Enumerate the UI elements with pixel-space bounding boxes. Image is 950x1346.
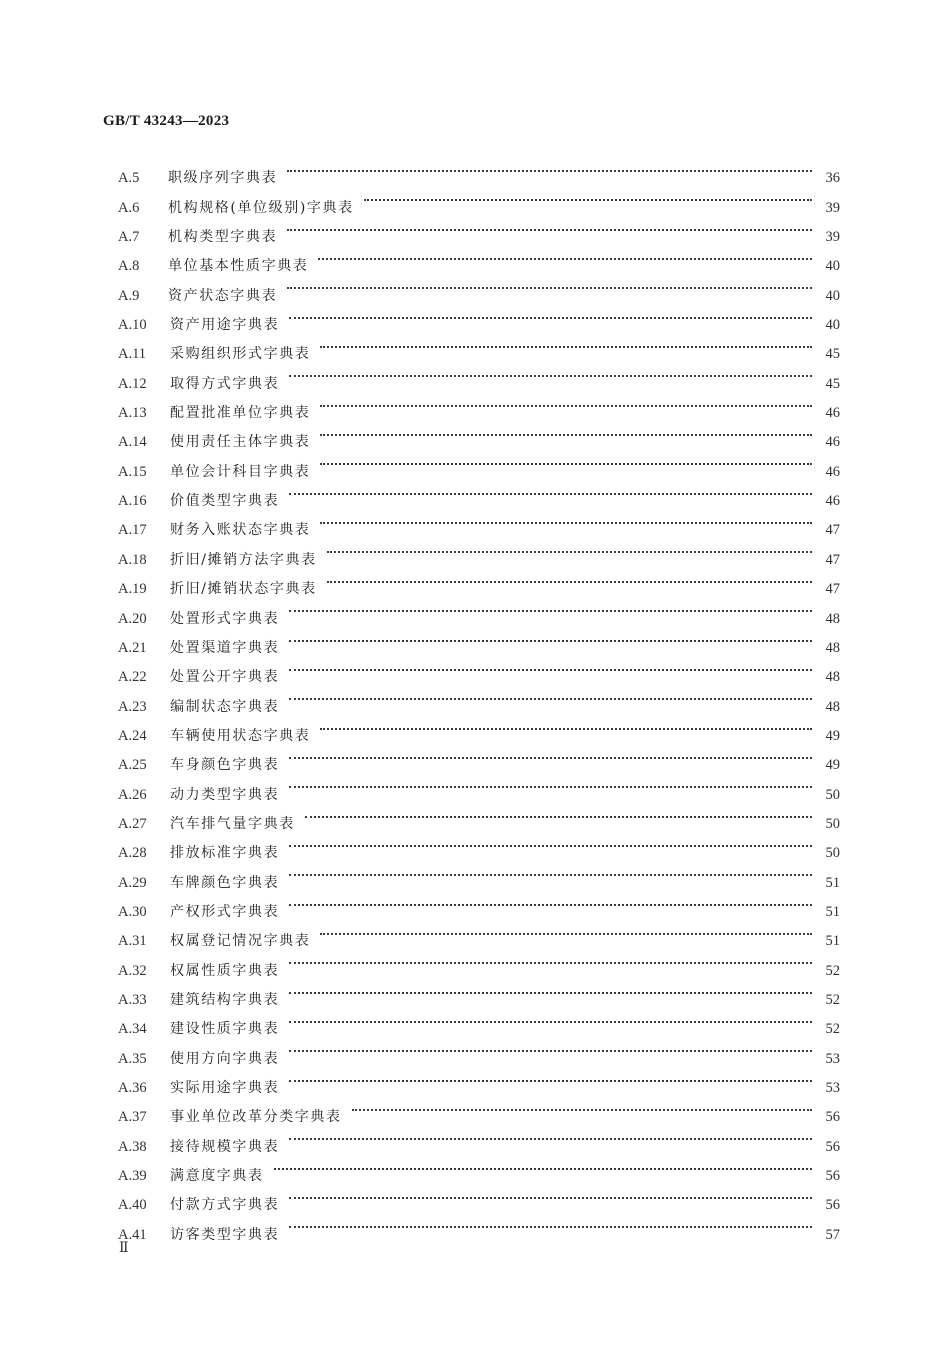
- toc-dot-leader: [289, 769, 816, 798]
- toc-dot-leader: [305, 799, 816, 828]
- toc-entry-number: A.32: [118, 962, 147, 979]
- toc-dot-leader: [289, 652, 816, 681]
- toc-entry-number: A.29: [118, 874, 147, 891]
- toc-entry-page: 57: [825, 1226, 840, 1243]
- toc-entry-page: 49: [825, 727, 840, 744]
- toc-entry-page: 49: [825, 757, 840, 774]
- toc-entry-number: A.25: [118, 757, 147, 774]
- toc-dot-leader: [287, 153, 816, 182]
- toc-entry-title: 使用方向字典表: [170, 1050, 280, 1067]
- toc-dot-leader: [289, 857, 816, 886]
- toc-entry-number: A.14: [118, 434, 147, 451]
- toc-entry-page: 51: [825, 933, 840, 950]
- toc-entry-title: 采购组织形式字典表: [170, 346, 311, 363]
- toc-entry-page: 36: [825, 170, 840, 187]
- toc-dot-leader: [364, 182, 816, 211]
- toc-entry-page: 48: [825, 669, 840, 686]
- toc-dot-leader: [289, 1180, 816, 1209]
- toc-entry-number: A.12: [118, 375, 147, 392]
- toc-dot-leader: [289, 476, 816, 505]
- toc-entry-page: 52: [825, 962, 840, 979]
- toc-dot-leader: [320, 417, 816, 446]
- toc-entry-title: 使用责任主体字典表: [170, 434, 311, 451]
- toc-entry-title: 财务入账状态字典表: [170, 522, 311, 539]
- toc-entry-page: 47: [825, 522, 840, 539]
- toc-entry-number: A.30: [118, 903, 147, 920]
- toc-entry-title: 单位会计科目字典表: [170, 463, 311, 480]
- toc-dot-leader: [289, 945, 816, 974]
- toc-entry-title: 价值类型字典表: [170, 493, 280, 510]
- toc-dot-leader: [289, 358, 816, 387]
- toc-entry-page: 50: [825, 786, 840, 803]
- toc-dot-leader: [289, 887, 816, 916]
- toc-entry-title: 折旧/摊销状态字典表: [170, 581, 317, 598]
- toc-dot-leader: [289, 593, 816, 622]
- toc-entry-title: 排放标准字典表: [170, 845, 280, 862]
- toc-entry-number: A.40: [118, 1197, 147, 1214]
- toc-entry-title: 机构规格(单位级别)字典表: [168, 199, 354, 216]
- toc-entry-number: A.10: [118, 317, 147, 334]
- toc-entry-title: 事业单位改革分类字典表: [170, 1109, 342, 1126]
- toc-dot-leader: [289, 300, 816, 329]
- toc-entry-page: 48: [825, 639, 840, 656]
- toc-dot-leader: [320, 329, 816, 358]
- toc-entry-number: A.31: [118, 933, 147, 950]
- toc-entry-page: 45: [825, 346, 840, 363]
- toc-entry-page: 50: [825, 845, 840, 862]
- toc-entry-number: A.6: [118, 199, 140, 216]
- toc-entry-number: A.26: [118, 786, 147, 803]
- toc-dot-leader: [289, 1033, 816, 1062]
- toc-entry-title: 取得方式字典表: [170, 375, 280, 392]
- toc-entry-number: A.13: [118, 405, 147, 422]
- toc-entry-number: A.5: [118, 170, 140, 187]
- toc-entry[interactable]: [118, 153, 840, 187]
- toc-entry-number: A.24: [118, 727, 147, 744]
- toc-entry-page: 56: [825, 1138, 840, 1155]
- toc-entry-page: 39: [825, 199, 840, 216]
- page-number: Ⅱ: [119, 1241, 129, 1256]
- toc-dot-leader: [289, 1209, 816, 1238]
- toc-entry-number: A.16: [118, 493, 147, 510]
- toc-entry-page: 40: [825, 287, 840, 304]
- toc-entry-page: 56: [825, 1197, 840, 1214]
- toc-entry-page: 48: [825, 610, 840, 627]
- toc-entry-title: 车牌颜色字典表: [170, 874, 280, 891]
- toc-entry-page: 47: [825, 581, 840, 598]
- toc-dot-leader: [320, 388, 816, 417]
- toc-dot-leader: [289, 1121, 816, 1150]
- toc-entry-number: A.38: [118, 1138, 147, 1155]
- toc-entry-title: 付款方式字典表: [170, 1197, 280, 1214]
- toc-entry-title: 处置形式字典表: [170, 610, 280, 627]
- toc-entry-page: 39: [825, 229, 840, 246]
- toc-dot-leader: [274, 1151, 816, 1180]
- toc-entry-number: A.37: [118, 1109, 147, 1126]
- toc-entry-page: 48: [825, 698, 840, 715]
- toc-entry-number: A.36: [118, 1080, 147, 1096]
- toc-entry-page: 53: [825, 1050, 840, 1067]
- toc-entry-title: 汽车排气量字典表: [170, 815, 295, 832]
- toc-dot-leader: [320, 916, 816, 945]
- toc-entry-title: 接待规模字典表: [170, 1138, 280, 1155]
- toc-entry-title: 建设性质字典表: [170, 1021, 280, 1038]
- toc-entry-number: A.28: [118, 845, 147, 862]
- toc-entry-title: 单位基本性质字典表: [168, 258, 309, 275]
- toc-entry-page: 52: [825, 1021, 840, 1038]
- toc-entry-number: A.7: [118, 229, 140, 246]
- toc-entry-number: A.41: [118, 1226, 147, 1243]
- toc-entry-number: A.17: [118, 522, 147, 539]
- toc-entry-title: 职级序列字典表: [168, 170, 278, 187]
- toc-dot-leader: [289, 1004, 816, 1033]
- toc-entry-page: 52: [825, 991, 840, 1008]
- toc-entry-number: A.8: [118, 258, 140, 275]
- toc-entry-title: 满意度字典表: [170, 1168, 264, 1185]
- toc-entry-title: 产权形式字典表: [170, 903, 280, 920]
- toc-entry-number: A.27: [118, 815, 147, 832]
- toc-dot-leader: [327, 564, 816, 593]
- toc-entry-number: A.18: [118, 551, 147, 568]
- toc-dot-leader: [318, 241, 816, 270]
- document-code-header: GB/T 43243—2023: [103, 113, 230, 129]
- toc-entry-title: 处置公开字典表: [170, 669, 280, 686]
- toc-entry-page: 45: [825, 375, 840, 392]
- toc-dot-leader: [327, 534, 816, 563]
- toc-entry-number: A.33: [118, 991, 147, 1008]
- toc-dot-leader: [352, 1092, 816, 1121]
- table-of-contents: [118, 153, 840, 1243]
- toc-entry-page: 56: [825, 1168, 840, 1185]
- toc-entry-number: A.35: [118, 1050, 147, 1067]
- toc-dot-leader: [287, 270, 816, 299]
- toc-entry-page: 50: [825, 815, 840, 832]
- toc-entry-number: A.20: [118, 610, 147, 627]
- toc-entry-number: A.15: [118, 463, 147, 480]
- toc-dot-leader: [320, 446, 816, 475]
- toc-entry-number: A.39: [118, 1168, 147, 1185]
- toc-dot-leader: [289, 975, 816, 1004]
- toc-entry-page: 46: [825, 463, 840, 480]
- toc-dot-leader: [289, 1063, 816, 1092]
- toc-entry-title: 权属性质字典表: [170, 962, 280, 979]
- toc-entry-number: A.9: [118, 287, 140, 304]
- toc-entry-number: A.22: [118, 669, 147, 686]
- toc-entry-page: 53: [825, 1080, 840, 1096]
- toc-entry-number: A.34: [118, 1021, 147, 1038]
- toc-entry-title: 车身颜色字典表: [170, 757, 280, 774]
- toc-entry-number: A.11: [118, 346, 147, 363]
- toc-entry-page: 51: [825, 903, 840, 920]
- toc-entry-title: 动力类型字典表: [170, 786, 280, 803]
- toc-entry-title: 机构类型字典表: [168, 229, 278, 246]
- toc-dot-leader: [287, 212, 816, 241]
- toc-entry-title: 建筑结构字典表: [170, 991, 280, 1008]
- toc-entry-title: 处置渠道字典表: [170, 639, 280, 656]
- toc-entry-page: 46: [825, 405, 840, 422]
- toc-dot-leader: [289, 828, 816, 857]
- toc-dot-leader: [289, 681, 816, 710]
- toc-entry-title: 访客类型字典表: [170, 1226, 280, 1243]
- toc-entry-page: 51: [825, 874, 840, 891]
- toc-entry-title: 配置批准单位字典表: [170, 405, 311, 422]
- toc-entry-title: 折旧/摊销方法字典表: [170, 551, 317, 568]
- toc-entry-number: A.23: [118, 698, 147, 715]
- toc-entry-page: 40: [825, 258, 840, 275]
- toc-entry-number: A.21: [118, 639, 147, 656]
- toc-dot-leader: [289, 740, 816, 769]
- toc-entry-title: 资产用途字典表: [170, 317, 280, 334]
- toc-entry-page: 40: [825, 317, 840, 334]
- toc-dot-leader: [320, 711, 816, 740]
- toc-entry-page: 46: [825, 434, 840, 451]
- toc-entry-title: 资产状态字典表: [168, 287, 278, 304]
- toc-entry-page: 46: [825, 493, 840, 510]
- toc-entry-title: 编制状态字典表: [170, 698, 280, 715]
- toc-entry-number: A.19: [118, 581, 147, 598]
- toc-dot-leader: [289, 623, 816, 652]
- toc-entry-title: 车辆使用状态字典表: [170, 727, 311, 744]
- toc-entry-page: 56: [825, 1109, 840, 1126]
- toc-entry-page: 47: [825, 551, 840, 568]
- toc-entry-title: 实际用途字典表: [170, 1080, 280, 1096]
- toc-entry-title: 权属登记情况字典表: [170, 933, 311, 950]
- toc-dot-leader: [320, 505, 816, 534]
